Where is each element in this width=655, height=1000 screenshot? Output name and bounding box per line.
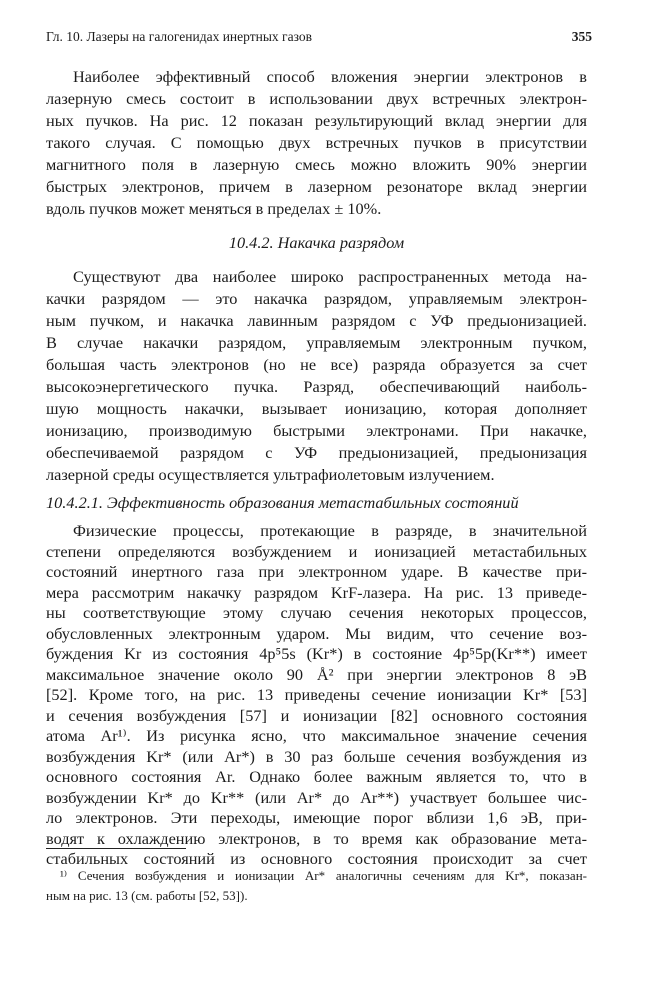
paragraph-1-line: Наиболее эффективный способ вложения энергии электронов в: [73, 67, 587, 86]
paragraph-2-line: Существуют два наиболее широко распространенных метода на-: [73, 267, 587, 286]
paragraph-3-line: атома Ar¹⁾. Из рисунка ясно, что максимальное значение сечения: [46, 726, 587, 745]
paragraph-3-line: возбуждения Kr* (или Ar*) в 30 раз больше сечения возбуждения из: [46, 746, 587, 766]
paragraph-2-line: высокоэнергетического пучка. Разряд, обеспечивающий наиболь-: [46, 377, 587, 396]
paragraph-3-line: основного состояния Ar. Однако более важным является то, что в: [46, 767, 587, 786]
paragraph-3-line: обусловленных электронным ударом. Мы видим, что сечение воз-: [46, 623, 587, 643]
paragraph-3-line: состояний инертного газа при электронном ударе. В качестве при-: [46, 562, 587, 581]
paragraph-1-line: магнитного поля в лазерную смесь можно вложить 90% энергии: [46, 155, 587, 174]
footnote-rule: [46, 848, 186, 849]
page-number: 355: [571, 29, 592, 44]
section-heading: 10.4.2. Накачка разрядом: [228, 233, 405, 252]
paragraph-3-line: ны соответствующие этому случаю сечения некоторых процессов,: [46, 603, 587, 622]
paragraph-3-line: [52]. Кроме того, на рис. 13 приведены сечение ионизации Kr* [53]: [46, 685, 587, 704]
paragraph-1-line: быстрых электронов, причем в лазерном резонаторе вклад энергии: [46, 177, 587, 196]
paragraph-3-line: и сечения возбуждения [57] и ионизации [82] основного состояния: [46, 705, 587, 725]
paragraph-2-line: лазерной среды осуществляется ультрафиолетовым излучением.: [46, 465, 495, 484]
paragraph-3-line: стабильных состояний из основного состояния происходит за счет: [46, 849, 587, 868]
paragraph-1-line: вдоль пучков может меняться в пределах ± 10%.: [46, 199, 382, 218]
paragraph-3-line: максимальное значение около 90 Å² при энергии электронов 8 эВ: [46, 664, 587, 684]
footnote-line: ¹⁾ Сечения возбуждения и ионизации Ar* аналогичны сечениям для Kr*, показан-: [60, 868, 587, 883]
paragraph-1-line: ных пучков. На рис. 12 показан результирующий вклад энергии для: [46, 111, 587, 130]
chapter-title: Гл. 10. Лазеры на галогенидах инертных газов: [46, 29, 312, 44]
paragraph-3-line: буждения Kr из состояния 4p⁵5s (Kr*) в состояние 4p⁵5p(Kr**) имеет: [46, 644, 587, 663]
paragraph-2-line: обеспечиваемой разрядом с УФ предыонизацией, предыонизация: [46, 443, 587, 462]
paragraph-1-line: такого случая. С помощью двух встречных пучков в присутствии: [46, 133, 587, 152]
paragraph-1-line: лазерную смесь состоит в использовании двух встречных электрон-: [46, 89, 587, 108]
paragraph-3-line: водят к охлаждению электронов, в то время как образование мета-: [46, 828, 587, 848]
subsection-heading: 10.4.2.1. Эффективность образования метастабильных состояний: [46, 493, 519, 512]
paragraph-3-line: степени определяются возбуждением и ионизацией метастабильных: [46, 541, 587, 561]
footnote-line: ным на рис. 13 (см. работы [52, 53]).: [46, 888, 248, 903]
paragraph-2-line: шую мощность накачки, вызывает ионизацию, которая дополняет: [46, 399, 587, 418]
paragraph-2-line: ным пучком, и накачка лавинным разрядом с УФ предыонизацией.: [46, 311, 587, 330]
paragraph-2-line: качки разрядом — это накачка разрядом, управляемым электрон-: [46, 289, 587, 308]
paragraph-2-line: большая часть электронов (но не все) разряда образуется за счет: [46, 355, 587, 374]
paragraph-3-line: мера рассмотрим накачку разрядом KrF-лазера. На рис. 13 приведе-: [46, 582, 587, 602]
paragraph-3-line: Физические процессы, протекающие в разряде, в значительной: [73, 521, 587, 540]
paragraph-2-line: ионизацию, производимую быстрыми электронами. При накачке,: [46, 421, 587, 440]
paragraph-2-line: В случае накачки разрядом, управляемым электронным пучком,: [46, 333, 587, 352]
paragraph-3-line: возбуждении Kr* до Kr** (или Ar* до Ar**) участвует большее чис-: [46, 787, 587, 807]
paragraph-3-line: ло электронов. Эти переходы, имеющие порог вблизи 1,6 эВ, при-: [46, 808, 587, 827]
